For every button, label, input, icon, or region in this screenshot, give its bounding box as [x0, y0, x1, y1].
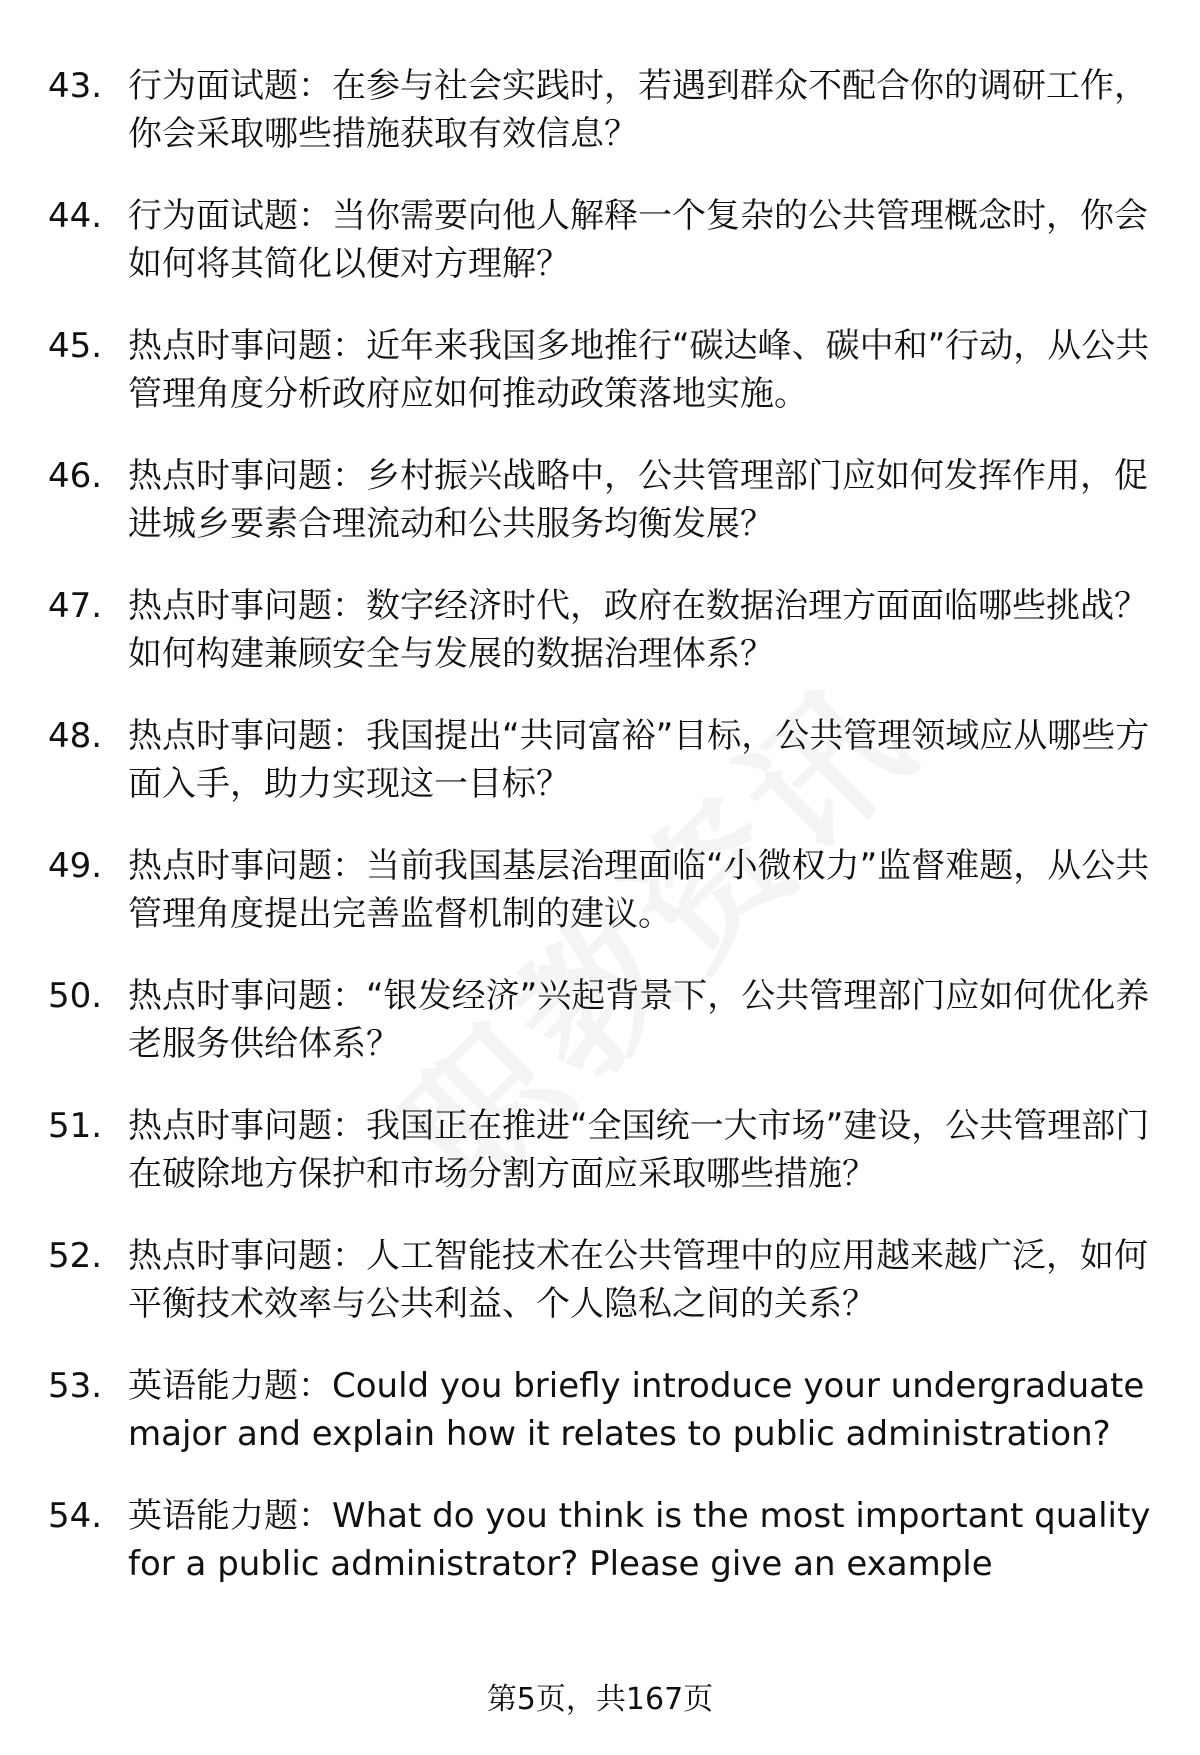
question-text: 行为面试题：当你需要向他人解释一个复杂的公共管理概念时，你会如何将其简化以便对方理解？ — [128, 196, 1148, 284]
question-text: 热点时事问题：人工智能技术在公共管理中的应用越来越广泛，如何平衡技术效率与公共利益、个人隐私之间的关系？ — [128, 1236, 1148, 1324]
question-item — [48, 1102, 1158, 1198]
question-number: 43. — [48, 66, 103, 106]
question-item — [48, 712, 1158, 808]
question-item — [48, 972, 1158, 1068]
question-item — [48, 1232, 1158, 1328]
question-text: 热点时事问题：“银发经济”兴起背景下，公共管理部门应如何优化养老服务供给体系？ — [128, 976, 1150, 1064]
question-text: 热点时事问题：我国提出“共同富裕”目标，公共管理领域应从哪些方面入手，助力实现这一目标？ — [128, 716, 1150, 804]
question-item — [48, 1362, 1158, 1458]
question-number: 45. — [48, 326, 103, 366]
question-text: 热点时事问题：我国正在推进“全国统一大市场”建设，公共管理部门在破除地方保护和市场分割方面应采取哪些措施？ — [128, 1106, 1150, 1194]
question-text: 热点时事问题：乡村振兴战略中，公共管理部门应如何发挥作用，促进城乡要素合理流动和公共服务均衡发展？ — [128, 456, 1148, 544]
question-item — [48, 322, 1158, 418]
question-number: 47. — [48, 586, 103, 626]
question-number: 50. — [48, 976, 103, 1016]
question-number: 52. — [48, 1236, 103, 1276]
question-item — [48, 452, 1158, 548]
question-number: 54. — [48, 1496, 103, 1536]
question-number: 53. — [48, 1366, 103, 1406]
question-text: 热点时事问题：当前我国基层治理面临“小微权力”监督难题，从公共管理角度提出完善监督机制的建议。 — [128, 846, 1150, 934]
question-number: 49. — [48, 846, 103, 886]
question-text: 热点时事问题：数字经济时代，政府在数据治理方面面临哪些挑战？如何构建兼顾安全与发展的数据治理体系？ — [128, 586, 1148, 674]
question-item — [48, 192, 1158, 288]
question-number: 48. — [48, 716, 103, 756]
question-text: 英语能力题：What do you think is the most important quality for a public administrator? Please give an example — [128, 1496, 1151, 1584]
question-text: 热点时事问题：近年来我国多地推行“碳达峰、碳中和”行动，从公共管理角度分析政府应如何推动政策落地实施。 — [128, 326, 1150, 414]
question-item — [48, 582, 1158, 678]
question-number: 46. — [48, 456, 103, 496]
question-text: 英语能力题：Could you briefly introduce your undergraduate major and explain how it relates to public administration? — [128, 1366, 1145, 1454]
question-number: 44. — [48, 196, 103, 236]
question-item — [48, 842, 1158, 938]
question-number: 51. — [48, 1106, 103, 1146]
question-item — [48, 62, 1158, 158]
question-item — [48, 1492, 1158, 1588]
question-text: 行为面试题：在参与社会实践时，若遇到群众不配合你的调研工作，你会采取哪些措施获取有效信息？ — [128, 66, 1148, 154]
question-list — [48, 62, 1158, 1622]
page-footer: 第5页，共167页 — [486, 1682, 714, 1717]
